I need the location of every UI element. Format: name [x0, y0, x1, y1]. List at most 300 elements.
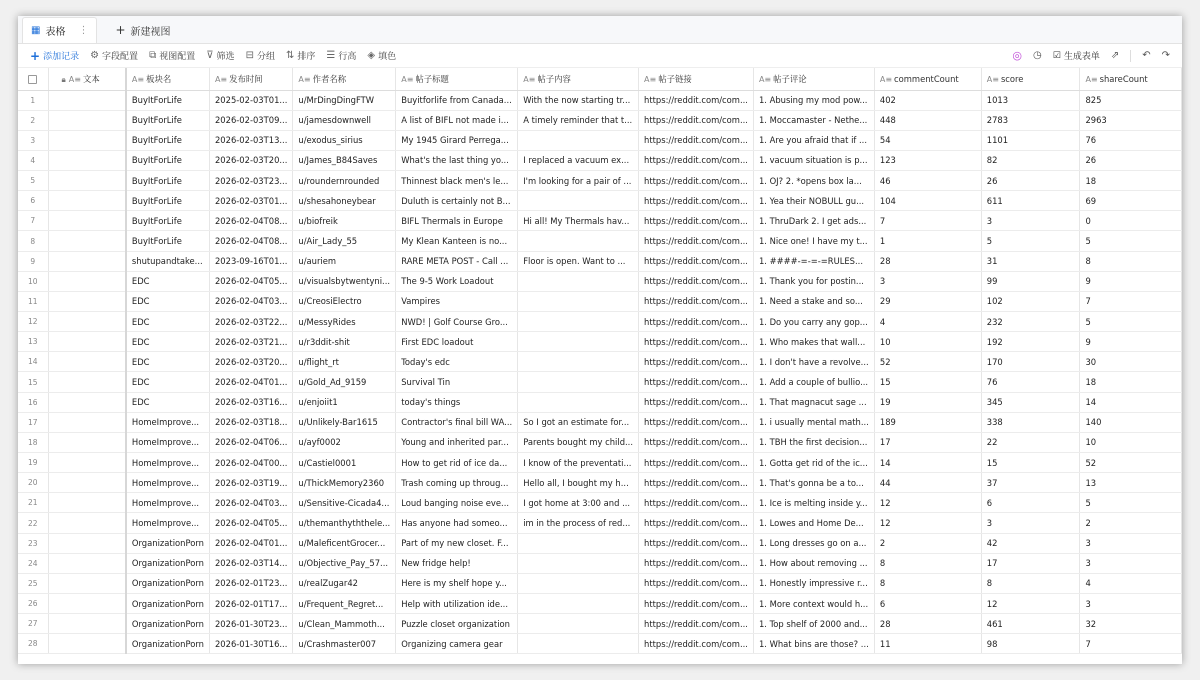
- table-row[interactable]: [18, 291, 1182, 311]
- column-header[interactable]: [1080, 68, 1182, 90]
- cell-col9[interactable]: 44: [874, 473, 981, 493]
- cell-col2[interactable]: BuyItForLife: [126, 130, 210, 150]
- cell-col7[interactable]: https://reddit.com/com...: [639, 614, 754, 634]
- cell-col11[interactable]: 3: [1080, 553, 1182, 573]
- cell-col1[interactable]: [48, 171, 126, 191]
- cell-col11[interactable]: 825: [1080, 90, 1182, 110]
- cell-col5[interactable]: My 1945 Girard Perrega...: [396, 130, 518, 150]
- table-row[interactable]: [18, 231, 1182, 251]
- cell-col1[interactable]: [48, 453, 126, 473]
- cell-col1[interactable]: [48, 352, 126, 372]
- cell-col7[interactable]: https://reddit.com/com...: [639, 90, 754, 110]
- cell-col7[interactable]: https://reddit.com/com...: [639, 251, 754, 271]
- cell-col6[interactable]: [518, 553, 639, 573]
- cell-col2[interactable]: OrganizationPorn: [126, 634, 210, 654]
- cell-col11[interactable]: 140: [1080, 412, 1182, 432]
- cell-col10[interactable]: 15: [981, 453, 1080, 473]
- cell-col5[interactable]: My Klean Kanteen is no...: [396, 231, 518, 251]
- cell-col2[interactable]: EDC: [126, 291, 210, 311]
- cell-col10[interactable]: 461: [981, 614, 1080, 634]
- cell-col6[interactable]: I'm looking for a pair of ...: [518, 171, 639, 191]
- cell-col5[interactable]: Thinnest black men's le...: [396, 171, 518, 191]
- filter-button[interactable]: [206, 49, 234, 62]
- cell-col11[interactable]: 7: [1080, 291, 1182, 311]
- cell-col3[interactable]: 2026-02-04T06...: [209, 432, 292, 452]
- cell-col1[interactable]: [48, 251, 126, 271]
- cell-col5[interactable]: Has anyone had someo...: [396, 513, 518, 533]
- cell-col11[interactable]: 18: [1080, 372, 1182, 392]
- cell-col8[interactable]: 1. Long dresses go on a...: [753, 533, 874, 553]
- table-row[interactable]: [18, 191, 1182, 211]
- cell-col3[interactable]: 2026-02-03T22...: [209, 312, 292, 332]
- table-row[interactable]: [18, 332, 1182, 352]
- cell-col5[interactable]: What's the last thing yo...: [396, 150, 518, 170]
- cell-col9[interactable]: 1: [874, 231, 981, 251]
- cell-col11[interactable]: 8: [1080, 251, 1182, 271]
- column-header[interactable]: [209, 68, 292, 90]
- cell-col11[interactable]: 2963: [1080, 110, 1182, 130]
- cell-col7[interactable]: https://reddit.com/com...: [639, 211, 754, 231]
- cell-col2[interactable]: BuyItForLife: [126, 171, 210, 191]
- cell-col11[interactable]: 3: [1080, 594, 1182, 614]
- cell-col2[interactable]: EDC: [126, 271, 210, 291]
- table-row[interactable]: [18, 453, 1182, 473]
- cell-col8[interactable]: 1. Are you afraid that if ...: [753, 130, 874, 150]
- table-row[interactable]: [18, 392, 1182, 412]
- cell-col1[interactable]: [48, 594, 126, 614]
- cell-col3[interactable]: 2026-02-03T13...: [209, 130, 292, 150]
- cell-col8[interactable]: 1. ####-=-=-=RULES...: [753, 251, 874, 271]
- cell-col7[interactable]: https://reddit.com/com...: [639, 553, 754, 573]
- cell-col2[interactable]: EDC: [126, 332, 210, 352]
- undo-icon[interactable]: ↶: [1142, 50, 1151, 61]
- cell-col10[interactable]: 22: [981, 432, 1080, 452]
- cell-col6[interactable]: [518, 533, 639, 553]
- tab-table[interactable]: [22, 17, 97, 43]
- cell-col9[interactable]: 8: [874, 553, 981, 573]
- cell-col6[interactable]: [518, 573, 639, 593]
- table-row[interactable]: [18, 473, 1182, 493]
- cell-col6[interactable]: With the now starting tr...: [518, 90, 639, 110]
- cell-col9[interactable]: 2: [874, 533, 981, 553]
- cell-col3[interactable]: 2026-02-03T23...: [209, 171, 292, 191]
- cell-col8[interactable]: 1. TBH the first decision...: [753, 432, 874, 452]
- cell-col5[interactable]: New fridge help!: [396, 553, 518, 573]
- cell-col11[interactable]: 52: [1080, 453, 1182, 473]
- cell-col6[interactable]: im in the process of red...: [518, 513, 639, 533]
- cell-col10[interactable]: 1101: [981, 130, 1080, 150]
- cell-col2[interactable]: OrganizationPorn: [126, 553, 210, 573]
- cell-col6[interactable]: Parents bought my child...: [518, 432, 639, 452]
- tab-new-view[interactable]: [107, 17, 178, 43]
- cell-col4[interactable]: u/auriem: [293, 251, 396, 271]
- cell-col1[interactable]: [48, 130, 126, 150]
- cell-col7[interactable]: https://reddit.com/com...: [639, 412, 754, 432]
- cell-col9[interactable]: 7: [874, 211, 981, 231]
- cell-col2[interactable]: OrganizationPorn: [126, 573, 210, 593]
- cell-col7[interactable]: https://reddit.com/com...: [639, 332, 754, 352]
- cell-col1[interactable]: [48, 191, 126, 211]
- cell-col1[interactable]: [48, 553, 126, 573]
- cell-col8[interactable]: 1. Moccamaster - Nethe...: [753, 110, 874, 130]
- cell-col7[interactable]: https://reddit.com/com...: [639, 372, 754, 392]
- cell-col2[interactable]: HomeImprove...: [126, 513, 210, 533]
- table-row[interactable]: [18, 614, 1182, 634]
- cell-col6[interactable]: I know of the preventati...: [518, 453, 639, 473]
- table-row[interactable]: [18, 251, 1182, 271]
- cell-col6[interactable]: [518, 271, 639, 291]
- cell-col7[interactable]: https://reddit.com/com...: [639, 634, 754, 654]
- cell-col3[interactable]: 2026-01-30T16...: [209, 634, 292, 654]
- cell-col1[interactable]: [48, 573, 126, 593]
- cell-col4[interactable]: u/flight_rt: [293, 352, 396, 372]
- cell-col11[interactable]: 26: [1080, 150, 1182, 170]
- cell-col7[interactable]: https://reddit.com/com...: [639, 110, 754, 130]
- cell-col5[interactable]: The 9-5 Work Loadout: [396, 271, 518, 291]
- cell-col9[interactable]: 10: [874, 332, 981, 352]
- cell-col5[interactable]: Survival Tin: [396, 372, 518, 392]
- cell-col4[interactable]: u/ThickMemory2360: [293, 473, 396, 493]
- cell-col5[interactable]: Contractor's final bill WA...: [396, 412, 518, 432]
- select-all-checkbox-cell[interactable]: [18, 68, 48, 90]
- table-row[interactable]: [18, 573, 1182, 593]
- cell-col4[interactable]: u/biofreik: [293, 211, 396, 231]
- cell-col9[interactable]: 19: [874, 392, 981, 412]
- cell-col5[interactable]: Part of my new closet. F...: [396, 533, 518, 553]
- cell-col3[interactable]: 2026-02-03T20...: [209, 352, 292, 372]
- cell-col9[interactable]: 3: [874, 271, 981, 291]
- cell-col9[interactable]: 15: [874, 372, 981, 392]
- cell-col4[interactable]: u/MrDingDingFTW: [293, 90, 396, 110]
- cell-col8[interactable]: 1. Nice one! I have my t...: [753, 231, 874, 251]
- cell-col3[interactable]: 2026-02-04T03...: [209, 291, 292, 311]
- table-row[interactable]: [18, 594, 1182, 614]
- cell-col3[interactable]: 2026-02-03T18...: [209, 412, 292, 432]
- cell-col9[interactable]: 29: [874, 291, 981, 311]
- cell-col5[interactable]: BIFL Thermals in Europe: [396, 211, 518, 231]
- cell-col1[interactable]: [48, 634, 126, 654]
- cell-col6[interactable]: [518, 594, 639, 614]
- table-row[interactable]: [18, 312, 1182, 332]
- cell-col8[interactable]: 1. i usually mental math...: [753, 412, 874, 432]
- cell-col7[interactable]: https://reddit.com/com...: [639, 231, 754, 251]
- cell-col10[interactable]: 37: [981, 473, 1080, 493]
- cell-col11[interactable]: 5: [1080, 231, 1182, 251]
- cell-col7[interactable]: https://reddit.com/com...: [639, 150, 754, 170]
- cell-col2[interactable]: BuyItForLife: [126, 110, 210, 130]
- column-header[interactable]: [126, 68, 210, 90]
- cell-col10[interactable]: 82: [981, 150, 1080, 170]
- cell-col4[interactable]: u/themanthyththele...: [293, 513, 396, 533]
- cell-col3[interactable]: 2026-02-04T05...: [209, 513, 292, 533]
- cell-col9[interactable]: 17: [874, 432, 981, 452]
- cell-col3[interactable]: 2025-02-03T01...: [209, 90, 292, 110]
- cell-col10[interactable]: 192: [981, 332, 1080, 352]
- cell-col5[interactable]: Loud banging noise eve...: [396, 493, 518, 513]
- cell-col10[interactable]: 31: [981, 251, 1080, 271]
- view-config-button[interactable]: [149, 49, 195, 62]
- table-row[interactable]: [18, 130, 1182, 150]
- cell-col8[interactable]: 1. Gotta get rid of the ic...: [753, 453, 874, 473]
- cell-col5[interactable]: A list of BIFL not made i...: [396, 110, 518, 130]
- cell-col10[interactable]: 338: [981, 412, 1080, 432]
- field-config-button[interactable]: [90, 49, 138, 62]
- generate-form-button[interactable]: [1053, 49, 1100, 62]
- cell-col1[interactable]: [48, 473, 126, 493]
- cell-col6[interactable]: [518, 634, 639, 654]
- cell-col10[interactable]: 5: [981, 231, 1080, 251]
- cell-col3[interactable]: 2026-02-03T09...: [209, 110, 292, 130]
- cell-col2[interactable]: OrganizationPorn: [126, 614, 210, 634]
- table-row[interactable]: [18, 171, 1182, 191]
- cell-col11[interactable]: 9: [1080, 332, 1182, 352]
- cell-col8[interactable]: 1. vacuum situation is p...: [753, 150, 874, 170]
- cell-col2[interactable]: EDC: [126, 352, 210, 372]
- cell-col5[interactable]: First EDC loadout: [396, 332, 518, 352]
- table-row[interactable]: [18, 150, 1182, 170]
- cell-col1[interactable]: [48, 312, 126, 332]
- cell-col4[interactable]: u/Clean_Mammoth...: [293, 614, 396, 634]
- cell-col10[interactable]: 611: [981, 191, 1080, 211]
- cell-col8[interactable]: 1. ThruDark 2. I get ads...: [753, 211, 874, 231]
- group-button[interactable]: [246, 49, 275, 62]
- cell-col10[interactable]: 98: [981, 634, 1080, 654]
- cell-col4[interactable]: u/MessyRides: [293, 312, 396, 332]
- cell-col3[interactable]: 2026-02-03T16...: [209, 392, 292, 412]
- cell-col2[interactable]: EDC: [126, 372, 210, 392]
- cell-col8[interactable]: 1. Yea their NOBULL gu...: [753, 191, 874, 211]
- cell-col9[interactable]: 28: [874, 251, 981, 271]
- cell-col11[interactable]: 69: [1080, 191, 1182, 211]
- cell-col4[interactable]: u/Frequent_Regret...: [293, 594, 396, 614]
- cell-col9[interactable]: 6: [874, 594, 981, 614]
- cell-col11[interactable]: 76: [1080, 130, 1182, 150]
- cell-col10[interactable]: 17: [981, 553, 1080, 573]
- cell-col1[interactable]: [48, 372, 126, 392]
- cell-col2[interactable]: BuyItForLife: [126, 211, 210, 231]
- cell-col6[interactable]: [518, 231, 639, 251]
- cell-col3[interactable]: 2026-02-03T14...: [209, 553, 292, 573]
- cell-col5[interactable]: Organizing camera gear: [396, 634, 518, 654]
- cell-col9[interactable]: 8: [874, 573, 981, 593]
- cell-col11[interactable]: 3: [1080, 533, 1182, 553]
- table-row[interactable]: [18, 271, 1182, 291]
- column-header[interactable]: [48, 68, 126, 90]
- table-row[interactable]: [18, 110, 1182, 130]
- cell-col9[interactable]: 46: [874, 171, 981, 191]
- cell-col7[interactable]: https://reddit.com/com...: [639, 191, 754, 211]
- cell-col1[interactable]: [48, 493, 126, 513]
- cell-col11[interactable]: 10: [1080, 432, 1182, 452]
- cell-col1[interactable]: [48, 533, 126, 553]
- cell-col7[interactable]: https://reddit.com/com...: [639, 352, 754, 372]
- cell-col10[interactable]: 12: [981, 594, 1080, 614]
- cell-col3[interactable]: 2026-02-03T01...: [209, 191, 292, 211]
- cell-col3[interactable]: 2026-02-04T03...: [209, 493, 292, 513]
- cell-col1[interactable]: [48, 150, 126, 170]
- column-header[interactable]: [293, 68, 396, 90]
- cell-col4[interactable]: u/Sensitive-Cicada4...: [293, 493, 396, 513]
- cell-col6[interactable]: [518, 191, 639, 211]
- cell-col8[interactable]: 1. Honestly impressive r...: [753, 573, 874, 593]
- cell-col11[interactable]: 18: [1080, 171, 1182, 191]
- cell-col2[interactable]: HomeImprove...: [126, 432, 210, 452]
- cell-col4[interactable]: u/jamesdownwell: [293, 110, 396, 130]
- cell-col2[interactable]: OrganizationPorn: [126, 533, 210, 553]
- cell-col11[interactable]: 7: [1080, 634, 1182, 654]
- cell-col11[interactable]: 5: [1080, 493, 1182, 513]
- cell-col1[interactable]: [48, 110, 126, 130]
- cell-col8[interactable]: 1. Need a stake and so...: [753, 291, 874, 311]
- cell-col5[interactable]: today's things: [396, 392, 518, 412]
- cell-col3[interactable]: 2026-02-03T21...: [209, 332, 292, 352]
- table-row[interactable]: [18, 90, 1182, 110]
- cell-col4[interactable]: u/roundernrounded: [293, 171, 396, 191]
- cell-col1[interactable]: [48, 412, 126, 432]
- cell-col6[interactable]: So I got an estimate for...: [518, 412, 639, 432]
- cell-col4[interactable]: u/exodus_sirius: [293, 130, 396, 150]
- cell-col7[interactable]: https://reddit.com/com...: [639, 291, 754, 311]
- cell-col9[interactable]: 12: [874, 513, 981, 533]
- cell-col4[interactable]: u/ayf0002: [293, 432, 396, 452]
- cell-col6[interactable]: Hello all, I bought my h...: [518, 473, 639, 493]
- cell-col2[interactable]: BuyItForLife: [126, 90, 210, 110]
- cell-col5[interactable]: Puzzle closet organization: [396, 614, 518, 634]
- cell-col8[interactable]: 1. Abusing my mod pow...: [753, 90, 874, 110]
- cell-col4[interactable]: u/MaleficentGrocer...: [293, 533, 396, 553]
- cell-col10[interactable]: 3: [981, 211, 1080, 231]
- cell-col8[interactable]: 1. How about removing ...: [753, 553, 874, 573]
- cell-col4[interactable]: u/Unlikely-Bar1615: [293, 412, 396, 432]
- cell-col2[interactable]: HomeImprove...: [126, 473, 210, 493]
- cell-col2[interactable]: EDC: [126, 392, 210, 412]
- cell-col2[interactable]: HomeImprove...: [126, 493, 210, 513]
- table-row[interactable]: [18, 634, 1182, 654]
- cell-col10[interactable]: 345: [981, 392, 1080, 412]
- cell-col11[interactable]: 4: [1080, 573, 1182, 593]
- cell-col9[interactable]: 11: [874, 634, 981, 654]
- cell-col1[interactable]: [48, 432, 126, 452]
- cell-col10[interactable]: 102: [981, 291, 1080, 311]
- cell-col6[interactable]: [518, 352, 639, 372]
- cell-col4[interactable]: u/visualsbytwentyni...: [293, 271, 396, 291]
- cell-col6[interactable]: A timely reminder that t...: [518, 110, 639, 130]
- cell-col2[interactable]: shutupandtake...: [126, 251, 210, 271]
- cell-col2[interactable]: HomeImprove...: [126, 453, 210, 473]
- cell-col4[interactable]: u/James_B84Saves: [293, 150, 396, 170]
- cell-col9[interactable]: 104: [874, 191, 981, 211]
- cell-col8[interactable]: 1. That magnacut sage ...: [753, 392, 874, 412]
- cell-col1[interactable]: [48, 614, 126, 634]
- table-row[interactable]: [18, 412, 1182, 432]
- cell-col4[interactable]: u/shesahoneybear: [293, 191, 396, 211]
- cell-col5[interactable]: Trash coming up throug...: [396, 473, 518, 493]
- cell-col8[interactable]: 1. Add a couple of bullio...: [753, 372, 874, 392]
- cell-col8[interactable]: 1. Who makes that wall...: [753, 332, 874, 352]
- sort-button[interactable]: [286, 49, 315, 62]
- cell-col8[interactable]: 1. Top shelf of 2000 and...: [753, 614, 874, 634]
- cell-col8[interactable]: 1. I don't have a revolve...: [753, 352, 874, 372]
- cell-col6[interactable]: [518, 130, 639, 150]
- cell-col9[interactable]: 4: [874, 312, 981, 332]
- cell-col7[interactable]: https://reddit.com/com...: [639, 493, 754, 513]
- cell-col6[interactable]: I got home at 3:00 and ...: [518, 493, 639, 513]
- cell-col2[interactable]: EDC: [126, 312, 210, 332]
- cell-col11[interactable]: 9: [1080, 271, 1182, 291]
- cell-col2[interactable]: BuyItForLife: [126, 191, 210, 211]
- cell-col3[interactable]: 2026-02-04T08...: [209, 211, 292, 231]
- cell-col11[interactable]: 2: [1080, 513, 1182, 533]
- cell-col10[interactable]: 26: [981, 171, 1080, 191]
- cell-col8[interactable]: 1. Do you carry any gop...: [753, 312, 874, 332]
- cell-col10[interactable]: 1013: [981, 90, 1080, 110]
- cell-col5[interactable]: Young and inherited par...: [396, 432, 518, 452]
- cell-col8[interactable]: 1. OJ? 2. *opens box la...: [753, 171, 874, 191]
- cell-col10[interactable]: 8: [981, 573, 1080, 593]
- cell-col10[interactable]: 2783: [981, 110, 1080, 130]
- row-height-button[interactable]: [326, 49, 356, 62]
- cell-col1[interactable]: [48, 90, 126, 110]
- checkbox-icon[interactable]: [28, 75, 37, 84]
- cell-col4[interactable]: u/Castiel0001: [293, 453, 396, 473]
- cell-col3[interactable]: 2026-02-03T19...: [209, 473, 292, 493]
- cell-col7[interactable]: https://reddit.com/com...: [639, 312, 754, 332]
- column-header[interactable]: [874, 68, 981, 90]
- cell-col3[interactable]: 2026-01-30T23...: [209, 614, 292, 634]
- cell-col11[interactable]: 30: [1080, 352, 1182, 372]
- table-row[interactable]: [18, 211, 1182, 231]
- cell-col9[interactable]: 123: [874, 150, 981, 170]
- cell-col10[interactable]: 3: [981, 513, 1080, 533]
- cell-col10[interactable]: 42: [981, 533, 1080, 553]
- table-row[interactable]: [18, 372, 1182, 392]
- cell-col3[interactable]: 2026-02-01T23...: [209, 573, 292, 593]
- cell-col8[interactable]: 1. Thank you for postin...: [753, 271, 874, 291]
- fill-color-button[interactable]: [367, 49, 396, 62]
- cell-col11[interactable]: 32: [1080, 614, 1182, 634]
- cell-col7[interactable]: https://reddit.com/com...: [639, 573, 754, 593]
- cell-col7[interactable]: https://reddit.com/com...: [639, 392, 754, 412]
- cell-col4[interactable]: u/Air_Lady_55: [293, 231, 396, 251]
- cell-col10[interactable]: 76: [981, 372, 1080, 392]
- cell-col6[interactable]: [518, 332, 639, 352]
- cell-col9[interactable]: 448: [874, 110, 981, 130]
- cell-col3[interactable]: 2026-02-04T01...: [209, 533, 292, 553]
- cell-col4[interactable]: u/Gold_Ad_9159: [293, 372, 396, 392]
- cell-col6[interactable]: I replaced a vacuum ex...: [518, 150, 639, 170]
- table-row[interactable]: [18, 493, 1182, 513]
- cell-col6[interactable]: [518, 614, 639, 634]
- table-row[interactable]: [18, 513, 1182, 533]
- cell-col7[interactable]: https://reddit.com/com...: [639, 513, 754, 533]
- column-header[interactable]: [981, 68, 1080, 90]
- cell-col11[interactable]: 14: [1080, 392, 1182, 412]
- cell-col4[interactable]: u/Crashmaster007: [293, 634, 396, 654]
- cell-col1[interactable]: [48, 291, 126, 311]
- cell-col7[interactable]: https://reddit.com/com...: [639, 473, 754, 493]
- cell-col8[interactable]: 1. That's gonna be a to...: [753, 473, 874, 493]
- history-icon[interactable]: ◷: [1033, 50, 1042, 61]
- cell-col4[interactable]: u/r3ddit-shit: [293, 332, 396, 352]
- cell-col6[interactable]: Floor is open. Want to ...: [518, 251, 639, 271]
- cell-col3[interactable]: 2026-02-04T05...: [209, 271, 292, 291]
- cell-col2[interactable]: OrganizationPorn: [126, 594, 210, 614]
- cell-col4[interactable]: u/enjoiit1: [293, 392, 396, 412]
- share-icon[interactable]: ⇗: [1110, 50, 1120, 61]
- cell-col6[interactable]: [518, 312, 639, 332]
- cell-col6[interactable]: [518, 372, 639, 392]
- cell-col9[interactable]: 14: [874, 453, 981, 473]
